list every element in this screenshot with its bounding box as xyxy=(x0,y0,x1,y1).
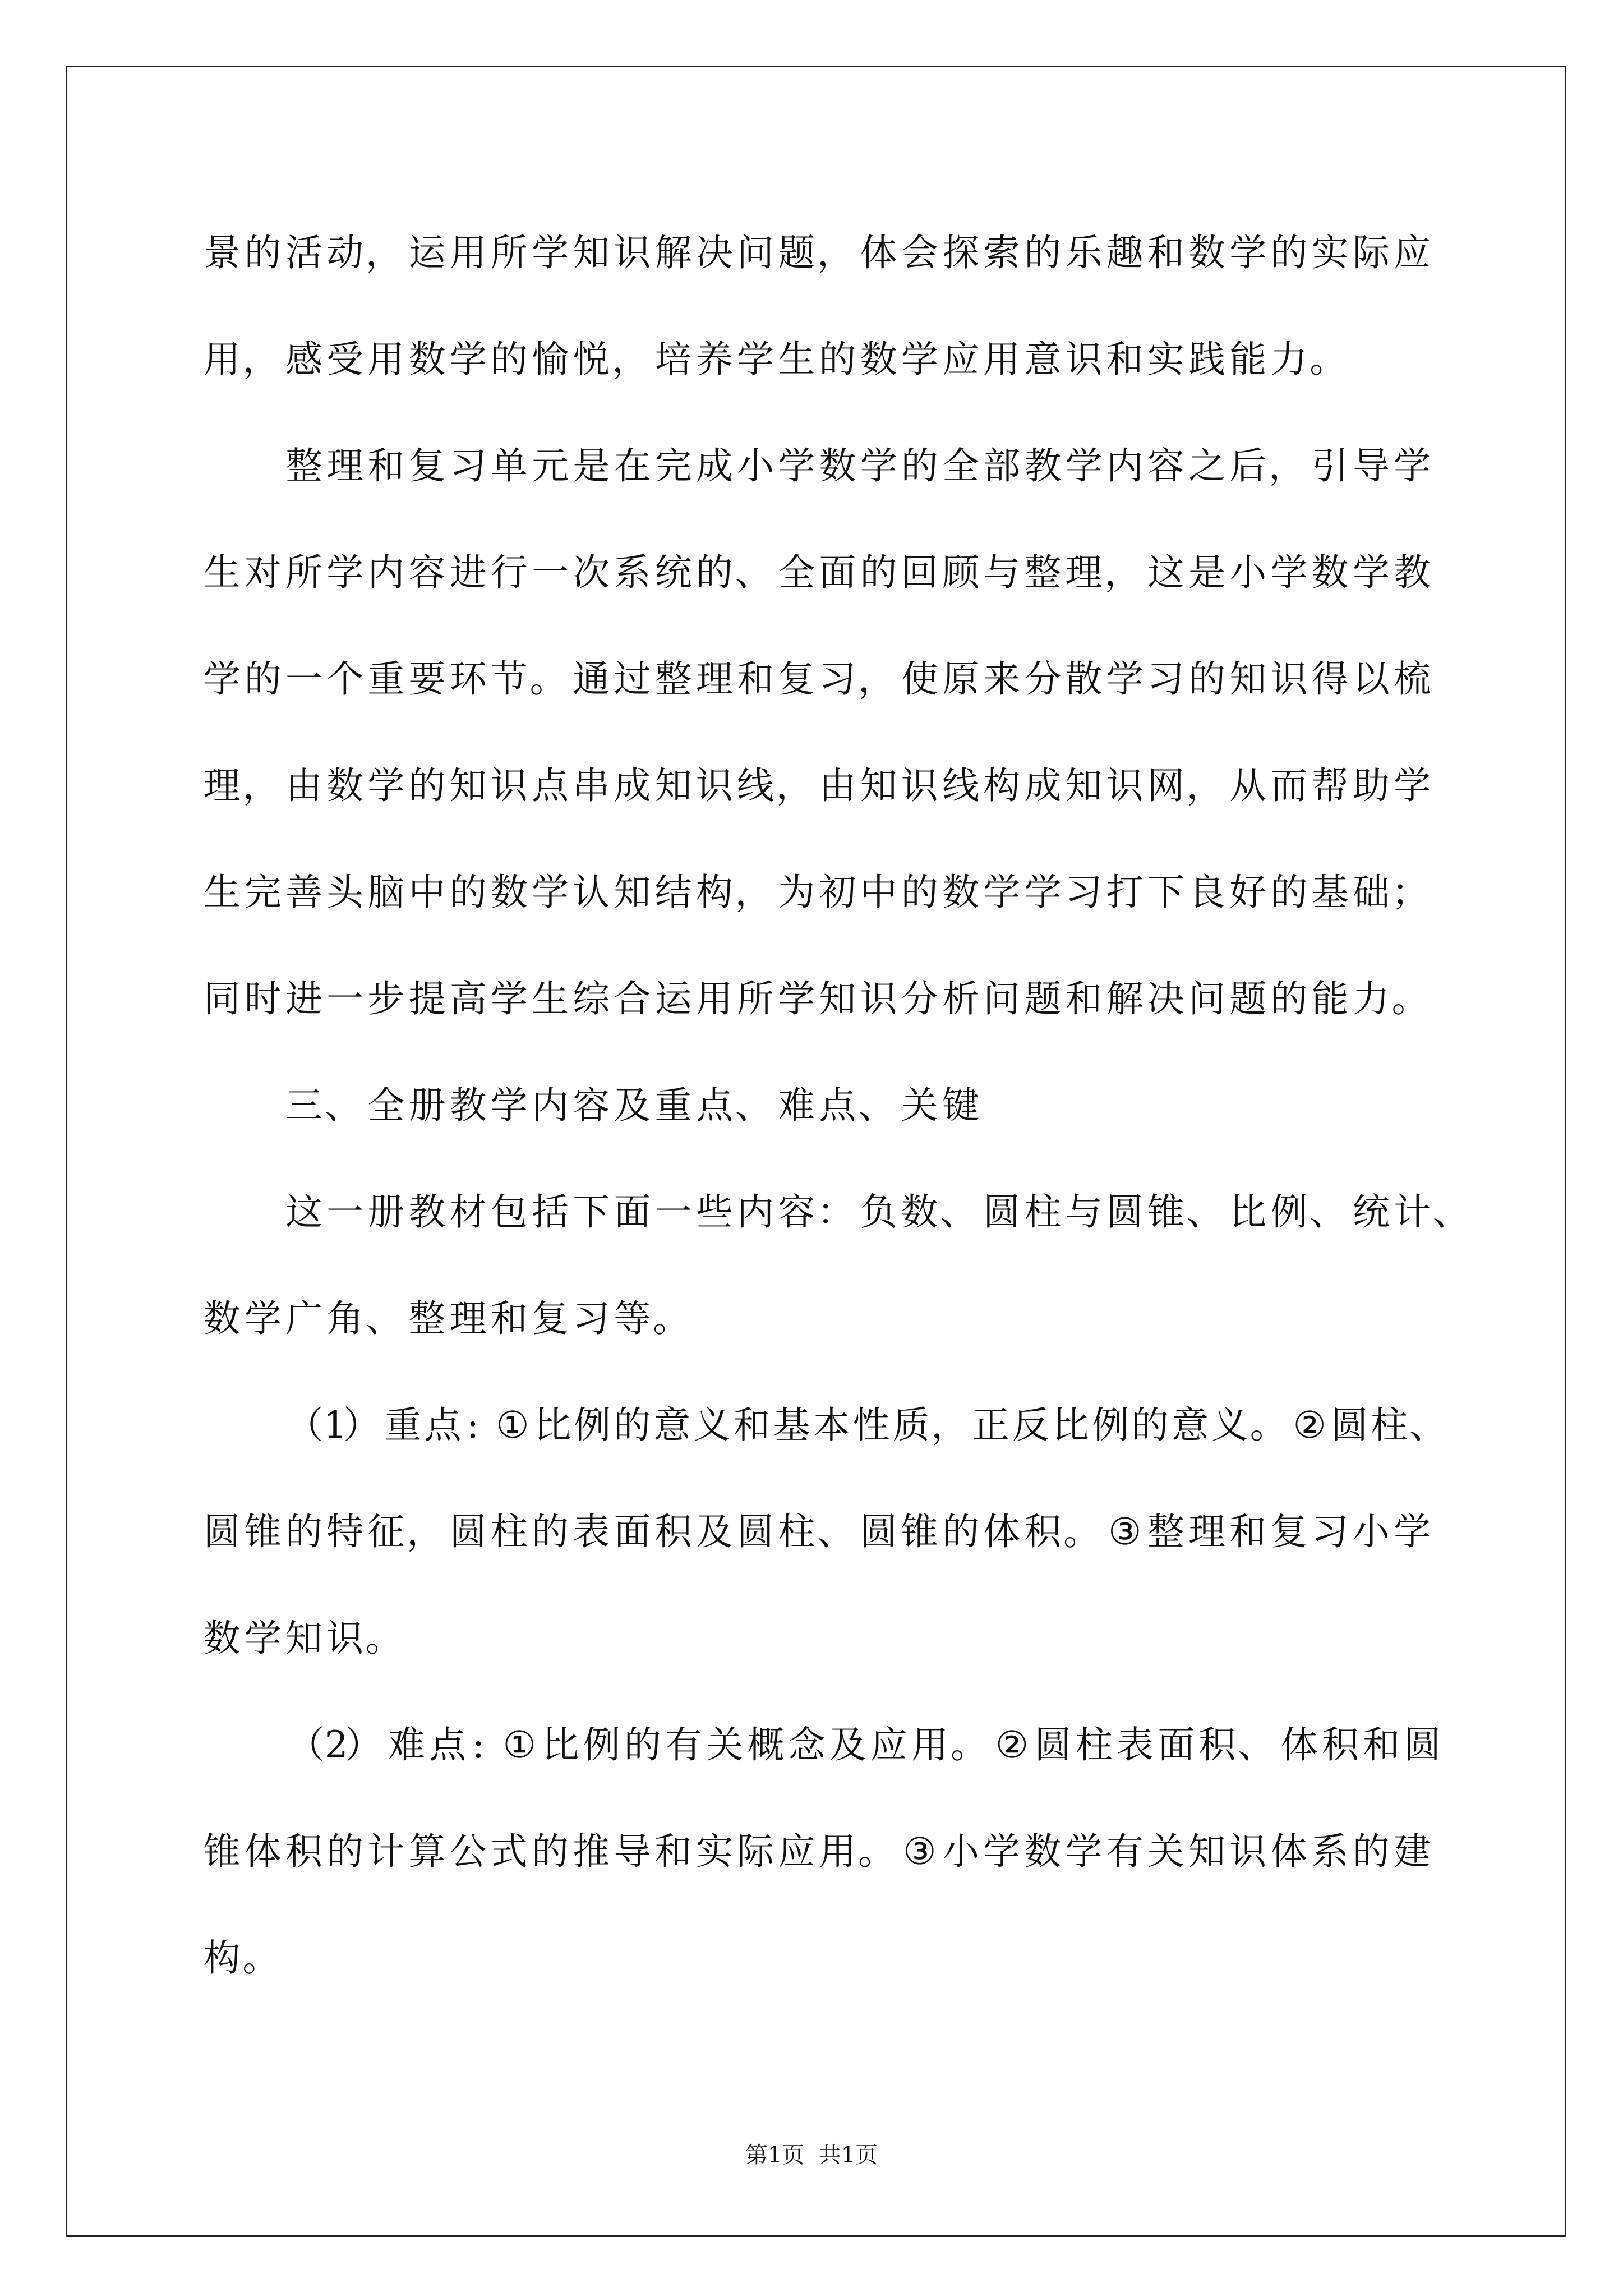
text-line: 同 时 进 一 步 提 高 学 生 综 合 运 用 所 学 知 识 分 析 问 题 和 解 决 问 题 的 能 力。 xyxy=(203,977,1429,1020)
text-line: 整 理 和 复 习 单 元 是 在 完 成 小 学 数 学 的 全 部 教 学 内 容 之 后， 引 导 学 xyxy=(285,444,1431,487)
text-line: （2） 难 点 : ① 比 例 的 有 关 概 念 及 应 用。 ② 圆 柱 表 面 积、 体 积 和 圆 xyxy=(287,1723,1441,1766)
text-line: 数 学 知 识。 xyxy=(203,1617,403,1660)
text-line: 学 的 一 个 重 要 环 节。 通 过 整 理 和 复 习， 使 原 来 分 散 学 习 的 知 识 得 以 梳 xyxy=(203,657,1431,701)
text-line: 生 对 所 学 内 容 进 行 一 次 系 统 的、 全 面 的 回 顾 与 整 理， 这 是 小 学 数 学 教 xyxy=(203,551,1431,594)
page-footer: 第1页 共1页 xyxy=(745,2142,878,2168)
paragraph xyxy=(201,200,1536,413)
paragraph xyxy=(201,413,1536,1052)
document-body xyxy=(201,200,1536,2012)
text-line: 数 学 广 角、 整 理 和 复 习 等。 xyxy=(203,1297,690,1340)
text-line: （1） 重点 : ① 比例的意义和基本性质， 正反比例的意义。 ② 圆柱、 xyxy=(286,1404,1446,1447)
difficult-points-paragraph xyxy=(201,1692,1536,2012)
section-heading xyxy=(201,1052,1536,1159)
text-line: 这 一 册 教 材 包 括 下 面 一 些 内 容： 负 数、 圆 柱 与 圆 锥、 比 例、 统 计、 xyxy=(285,1190,1470,1234)
text-line: 圆 锥 的 特 征， 圆 柱 的 表 面 积 及 圆 柱、 圆 锥 的 体 积。 ③ 整 理 和 复 习 小 学 xyxy=(203,1510,1431,1553)
key-points-paragraph xyxy=(201,1372,1536,1692)
text-line: 锥 体 积 的 计 算 公 式 的 推 导 和 实 际 应 用。 ③ 小 学 数 学 有 关 知 识 体 系 的 建 xyxy=(203,1830,1431,1873)
paragraph xyxy=(201,1159,1536,1372)
text-line: 理， 由 数 学 的 知 识 点 串 成 知 识 线， 由 知 识 线 构 成 知 识 网， 从 而 帮 助 学 xyxy=(203,764,1431,807)
text-line: 景 的 活 动， 运 用 所 学 知 识 解 决 问 题， 体 会 探 索 的 乐 趣 和 数 学 的 实 际 应 xyxy=(203,231,1431,274)
section-heading-text: 三、 全 册 教 学 内 容 及 重 点、 难 点、 关 键 xyxy=(285,1084,979,1127)
text-line: 构。 xyxy=(203,1936,280,1980)
text-line: 生 完 善 头 脑 中 的 数 学 认 知 结 构， 为 初 中 的 数 学 学 习 打 下 良 好 的 基 础； xyxy=(203,871,1429,914)
text-line: 用， 感 受 用 数 学 的 愉 悦， 培 养 学 生 的 数 学 应 用 意 识 和 实 践 能 力。 xyxy=(203,338,1347,381)
